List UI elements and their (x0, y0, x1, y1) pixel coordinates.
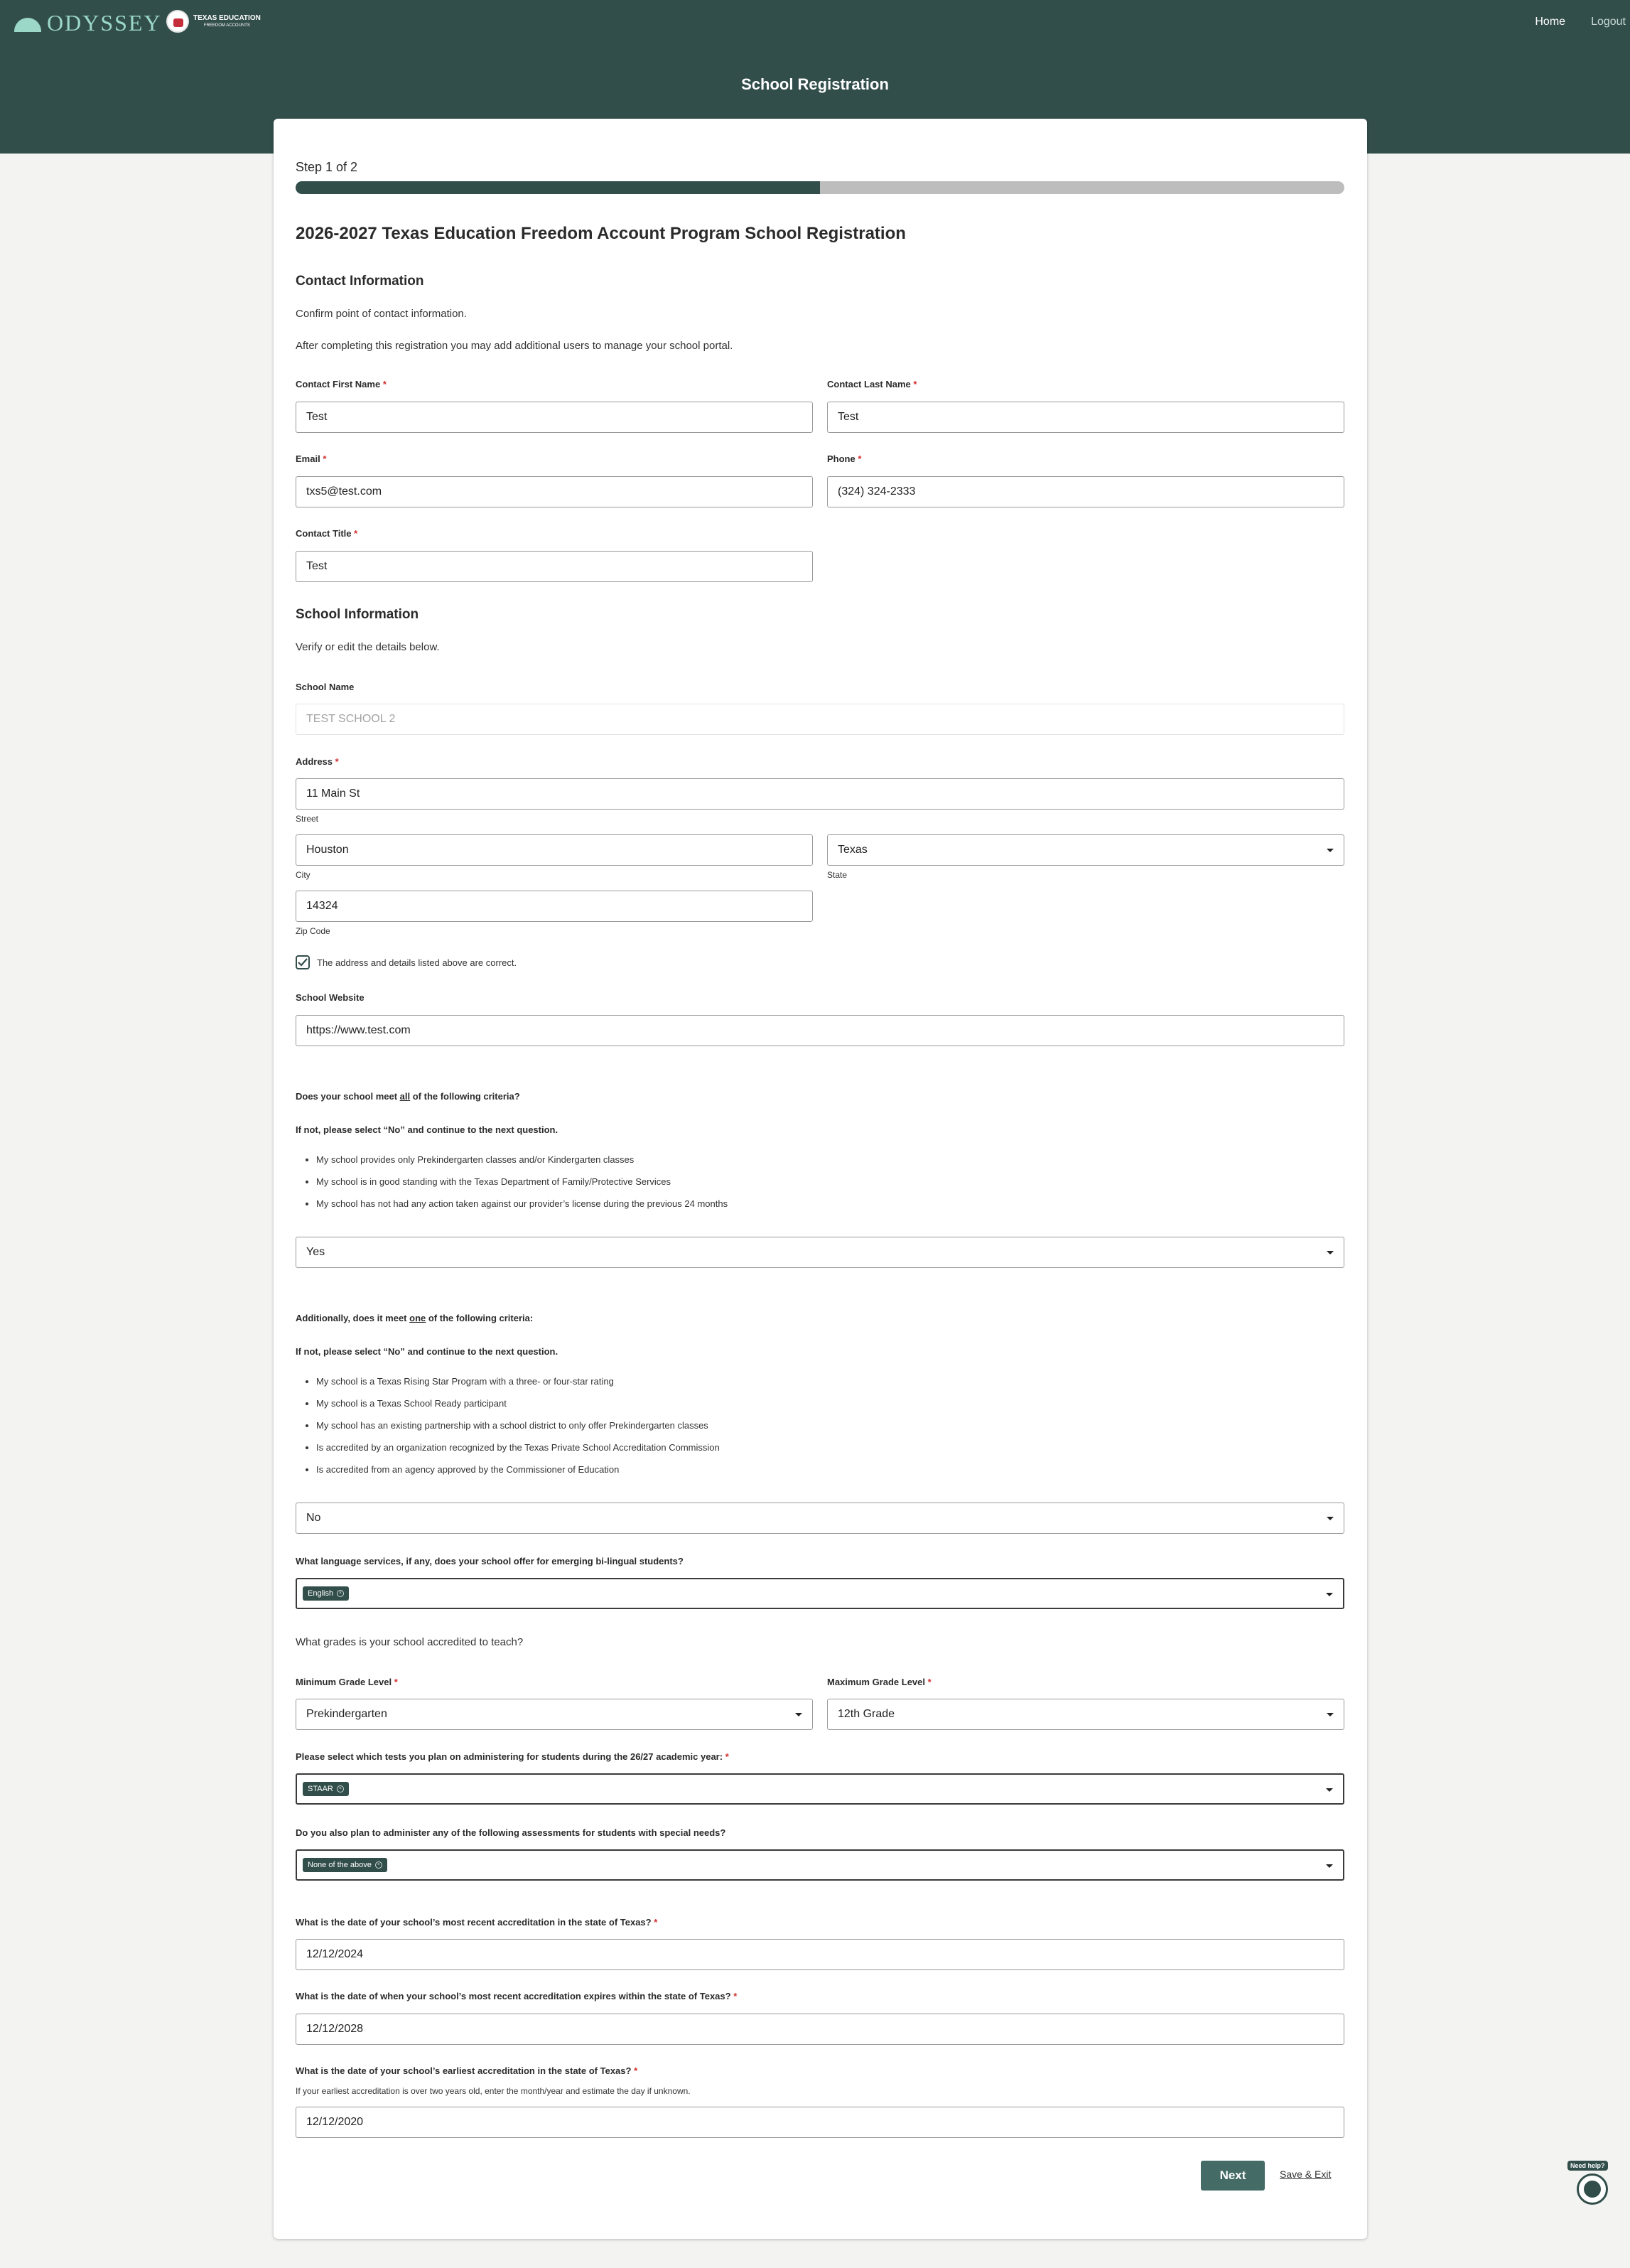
criteria-one-item: • Is accredited from an agency approved by the Commissioner of Education (316, 1464, 720, 1475)
registration-card (274, 119, 1367, 2239)
criteria-one-item: • My school is a Texas Rising Star Program with a three- or four-star rating (316, 1376, 720, 1387)
last-name-label: Contact Last Name * (827, 379, 917, 389)
address-confirm-row (296, 955, 517, 969)
grades-question: What grades is your school accredited to teach? (296, 1636, 524, 1648)
progress-bar (296, 181, 1344, 194)
street-sublabel: Street (296, 814, 319, 824)
email-input[interactable]: txs5@test.com (296, 476, 813, 507)
chevron-down-icon (1326, 1593, 1333, 1596)
page-title: School Registration (741, 75, 889, 93)
tests-chip-label: STAAR (308, 1785, 333, 1793)
school-intro: Verify or edit the details below. (296, 641, 440, 653)
contact-intro-2: After completing this registration you may add additional users to manage your school portal. (296, 340, 733, 352)
language-chip-label: English (308, 1589, 334, 1598)
contact-title-label: Contact Title * (296, 528, 358, 539)
phone-input[interactable]: (324) 324-2333 (827, 476, 1344, 507)
street-input[interactable]: 11 Main St (296, 778, 1344, 810)
checkmark-icon (298, 958, 308, 967)
brand-name: ODYSSEY (47, 9, 162, 36)
min-grade-label: Minimum Grade Level * (296, 1677, 398, 1687)
criteria-all-note: If not, please select “No” and continue to the next question. (296, 1124, 558, 1135)
language-label: What language services, if any, does your school offer for emerging bi-lingual students? (296, 1556, 684, 1566)
criteria-all-item: • My school provides only Prekindergarten classes and/or Kindergarten classes (316, 1154, 728, 1165)
max-grade-label: Maximum Grade Level * (827, 1677, 932, 1687)
email-label: Email * (296, 453, 327, 464)
min-grade-value: Prekindergarten (306, 1708, 387, 1720)
state-select[interactable] (827, 834, 1344, 866)
criteria-one-item: • My school is a Texas School Ready participant (316, 1398, 720, 1409)
state-sublabel: State (827, 870, 848, 880)
next-button[interactable]: Next (1201, 2161, 1265, 2191)
chevron-down-icon (1327, 1251, 1334, 1254)
criteria-one-item: • Is accredited by an organization recognized by the Texas Private School Accreditation Commission (316, 1442, 720, 1453)
contact-heading: Contact Information (296, 274, 424, 289)
need-help-widget[interactable] (1567, 2161, 1609, 2205)
max-grade-select[interactable] (827, 1699, 1344, 1730)
criteria-one-select[interactable] (296, 1503, 1344, 1534)
website-label: School Website (296, 992, 365, 1003)
expires-accreditation-input[interactable]: 12/12/2028 (296, 2014, 1344, 2045)
criteria-one-value: No (306, 1512, 321, 1524)
school-name-input: TEST SCHOOL 2 (296, 704, 1344, 735)
need-help-label: Need help? (1567, 2161, 1608, 2171)
criteria-one-note: If not, please select “No” and continue to the next question. (296, 1346, 558, 1357)
criteria-all-item: • My school is in good standing with the Texas Department of Family/Protective Services (316, 1176, 728, 1187)
special-chip[interactable] (303, 1858, 387, 1872)
partner-line2: FREEDOM ACCOUNTS (203, 23, 250, 28)
school-heading: School Information (296, 607, 419, 622)
progress-fill (296, 181, 820, 194)
expires-accreditation-label: What is the date of when your school’s most recent accreditation expires within the state of Texas? * (296, 1991, 738, 2001)
city-sublabel: City (296, 870, 311, 880)
contact-intro-1: Confirm point of contact information. (296, 308, 467, 320)
recent-accreditation-label: What is the date of your school’s most recent accreditation in the state of Texas? * (296, 1917, 658, 1928)
school-name-label: School Name (296, 682, 355, 692)
language-multiselect[interactable] (296, 1578, 1344, 1609)
step-indicator: Step 1 of 2 (296, 160, 358, 174)
criteria-one-list (296, 1376, 720, 1486)
chevron-down-icon (1327, 849, 1334, 852)
contact-title-input[interactable]: Test (296, 551, 813, 582)
form-title: 2026-2027 Texas Education Freedom Account Program School Registration (296, 224, 906, 243)
tests-multiselect[interactable] (296, 1773, 1344, 1805)
nav-home-link[interactable]: Home (1535, 16, 1566, 28)
criteria-all-list (296, 1154, 728, 1220)
top-nav (1535, 16, 1626, 28)
earliest-accreditation-input[interactable]: 12/12/2020 (296, 2107, 1344, 2138)
special-chip-label: None of the above (308, 1861, 372, 1869)
criteria-one-item: • My school has an existing partnership with a school district to only offer Prekindergarten classes (316, 1420, 720, 1431)
criteria-all-question: Does your school meet all of the following criteria? (296, 1091, 520, 1102)
texas-efa-logo (166, 10, 261, 33)
recent-accreditation-input[interactable]: 12/12/2024 (296, 1939, 1344, 1970)
first-name-input[interactable]: Test (296, 402, 813, 433)
language-chip[interactable] (303, 1586, 349, 1601)
partner-line1: TEXAS EDUCATION (193, 14, 261, 22)
texas-seal-icon (166, 10, 189, 33)
criteria-one-question: Additionally, does it meet one of the following criteria: (296, 1313, 534, 1323)
tests-chip[interactable] (303, 1782, 349, 1796)
address-confirm-checkbox[interactable] (296, 955, 310, 969)
chip-remove-icon[interactable]: × (375, 1861, 382, 1869)
earliest-accreditation-label: What is the date of your school’s earliest accreditation in the state of Texas? * (296, 2065, 638, 2076)
chip-remove-icon[interactable]: × (337, 1785, 344, 1793)
nav-logout-link[interactable]: Logout (1591, 16, 1626, 28)
city-input[interactable]: Houston (296, 834, 813, 866)
earliest-accreditation-hint: If your earliest accreditation is over two years old, enter the month/year and estimate the day if unknown. (296, 2086, 691, 2096)
zip-input[interactable]: 14324 (296, 891, 813, 922)
criteria-all-value: Yes (306, 1246, 325, 1258)
criteria-all-select[interactable] (296, 1237, 1344, 1268)
chevron-down-icon (795, 1713, 802, 1716)
max-grade-value: 12th Grade (838, 1708, 895, 1720)
chevron-down-icon (1327, 1517, 1334, 1520)
special-multiselect[interactable] (296, 1849, 1344, 1881)
phone-label: Phone * (827, 453, 862, 464)
state-value: Texas (838, 844, 868, 856)
odyssey-dome-icon (14, 18, 41, 32)
zip-sublabel: Zip Code (296, 926, 330, 936)
website-input[interactable]: https://www.test.com (296, 1015, 1344, 1046)
chevron-down-icon (1326, 1864, 1333, 1868)
last-name-input[interactable]: Test (827, 402, 1344, 433)
address-label: Address * (296, 756, 339, 767)
chip-remove-icon[interactable]: × (337, 1590, 344, 1597)
odyssey-logo[interactable] (14, 10, 162, 36)
chevron-down-icon (1327, 1713, 1334, 1716)
chevron-down-icon (1326, 1788, 1333, 1792)
min-grade-select[interactable] (296, 1699, 813, 1730)
tests-label: Please select which tests you plan on administering for students during the 26/27 academic year: * (296, 1751, 729, 1762)
criteria-all-item: • My school has not had any action taken against our provider’s license during the previous 24 months (316, 1198, 728, 1209)
save-exit-link[interactable]: Save & Exit (1280, 2168, 1332, 2180)
address-confirm-label: The address and details listed above are correct. (317, 957, 517, 968)
first-name-label: Contact First Name * (296, 379, 387, 389)
help-agent-icon (1577, 2173, 1608, 2205)
special-label: Do you also plan to administer any of the following assessments for students with special needs? (296, 1827, 726, 1838)
